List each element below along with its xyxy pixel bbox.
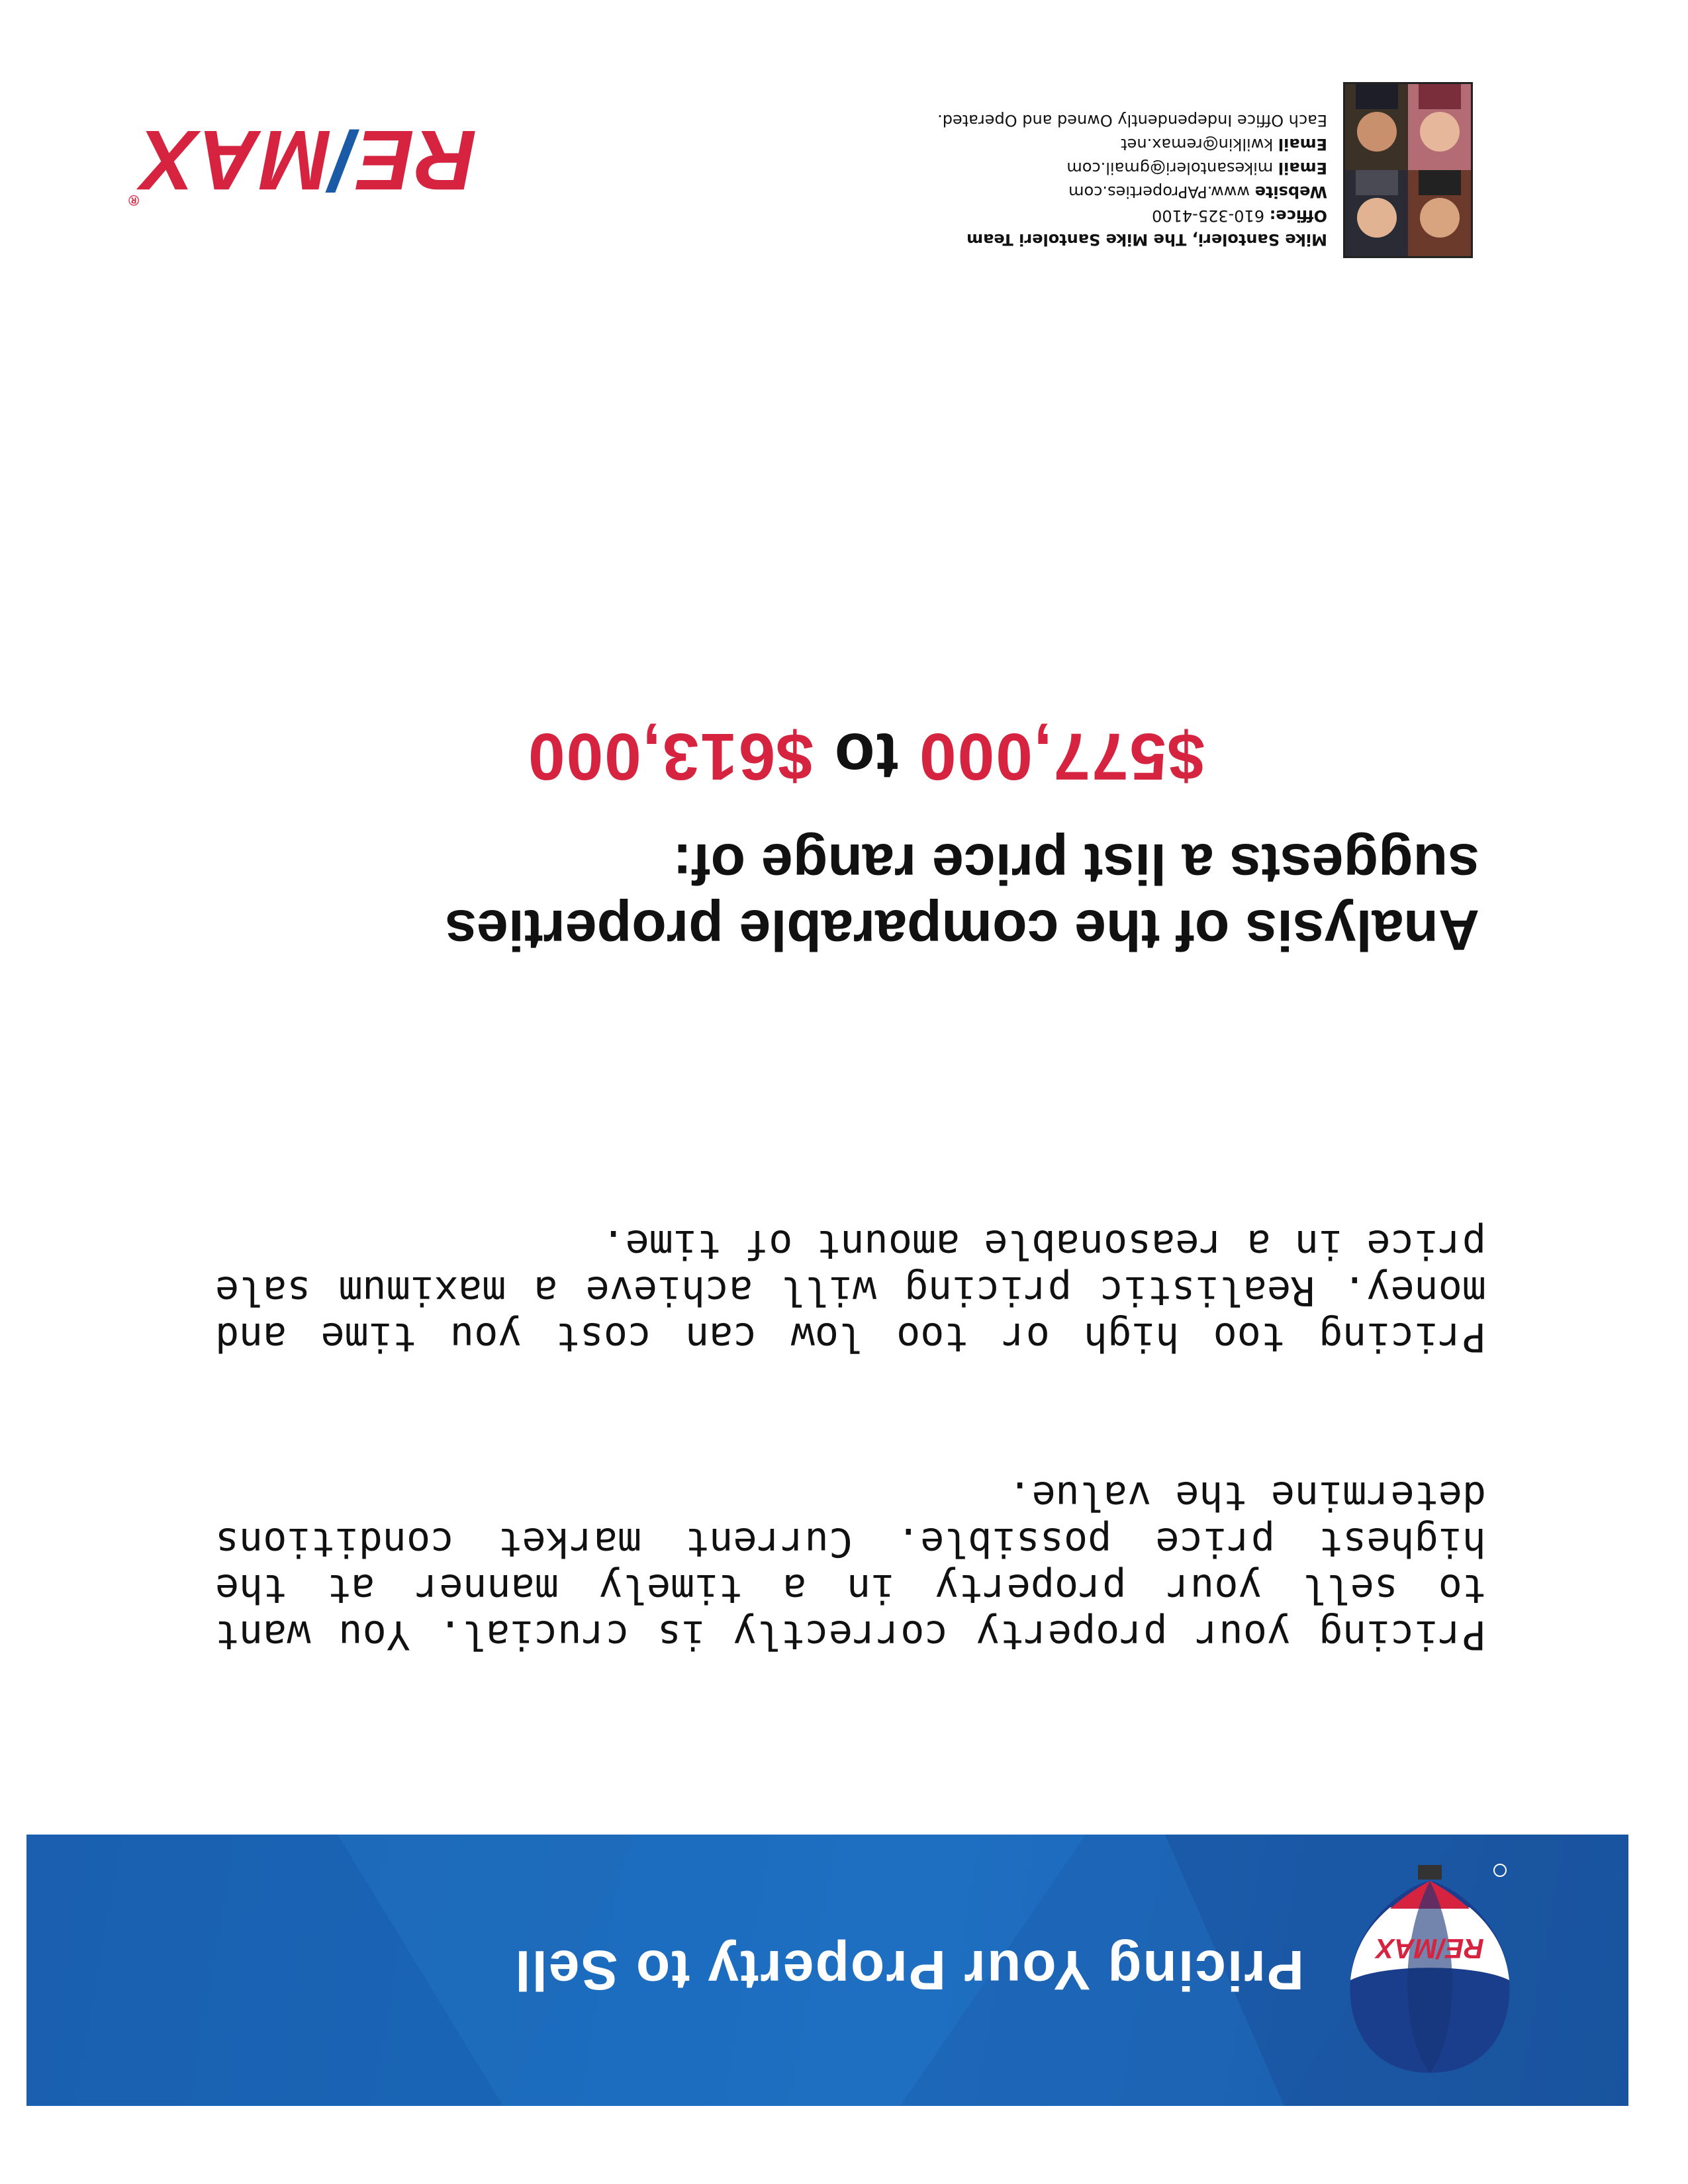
logo-re: RE	[356, 113, 477, 207]
price-high: $613,000	[526, 719, 814, 794]
logo-registered: ®	[126, 192, 140, 208]
hot-air-balloon-logo	[1344, 1858, 1516, 2079]
email-link-2[interactable]: kwilkin@remax.net	[1121, 135, 1274, 154]
agent-photos	[1343, 82, 1473, 258]
price-low: $577,000	[917, 719, 1205, 794]
price-range	[527, 718, 1205, 794]
email-label-1: Email	[1278, 159, 1327, 177]
remax-logo	[127, 111, 477, 208]
website-label: Website	[1254, 183, 1327, 201]
logo-slash: /	[331, 113, 357, 207]
header-banner	[26, 1835, 1628, 2106]
email-link-1[interactable]: mikesantoleri@gmail.com	[1066, 159, 1274, 177]
agent-name: Mike Santoleri, The Mike Santoleri Team	[966, 230, 1327, 249]
agent-contact-card	[937, 109, 1327, 251]
intro-paragraph: Pricing your property correctly is crucial. You want to sell your property in a timely manner at the highest price possible. Current market conditions determine the value.	[215, 1473, 1486, 1658]
balloon-logo-text: RE/MAX	[1376, 1933, 1484, 1964]
office-label: Office:	[1269, 206, 1327, 225]
analysis-heading: Analysis of the comparable properties suggests a list price range of:	[445, 832, 1479, 962]
logo-max: MAX	[139, 113, 332, 207]
office-phone: 610-325-4100	[1152, 206, 1265, 225]
office-disclaimer: Each Office Independently Owned and Operated.	[937, 111, 1327, 130]
banner-title: Pricing Your Property to Sell	[514, 1939, 1304, 2002]
pricing-paragraph: Pricing too high or too low can cost you time and money. Realistic pricing will achieve a maximum sale price in a reasonable amount of time.	[215, 1221, 1486, 1360]
email-label-2: Email	[1278, 135, 1327, 154]
price-connector: to	[833, 719, 899, 794]
website-link[interactable]: www.PAProperties.com	[1068, 183, 1250, 201]
